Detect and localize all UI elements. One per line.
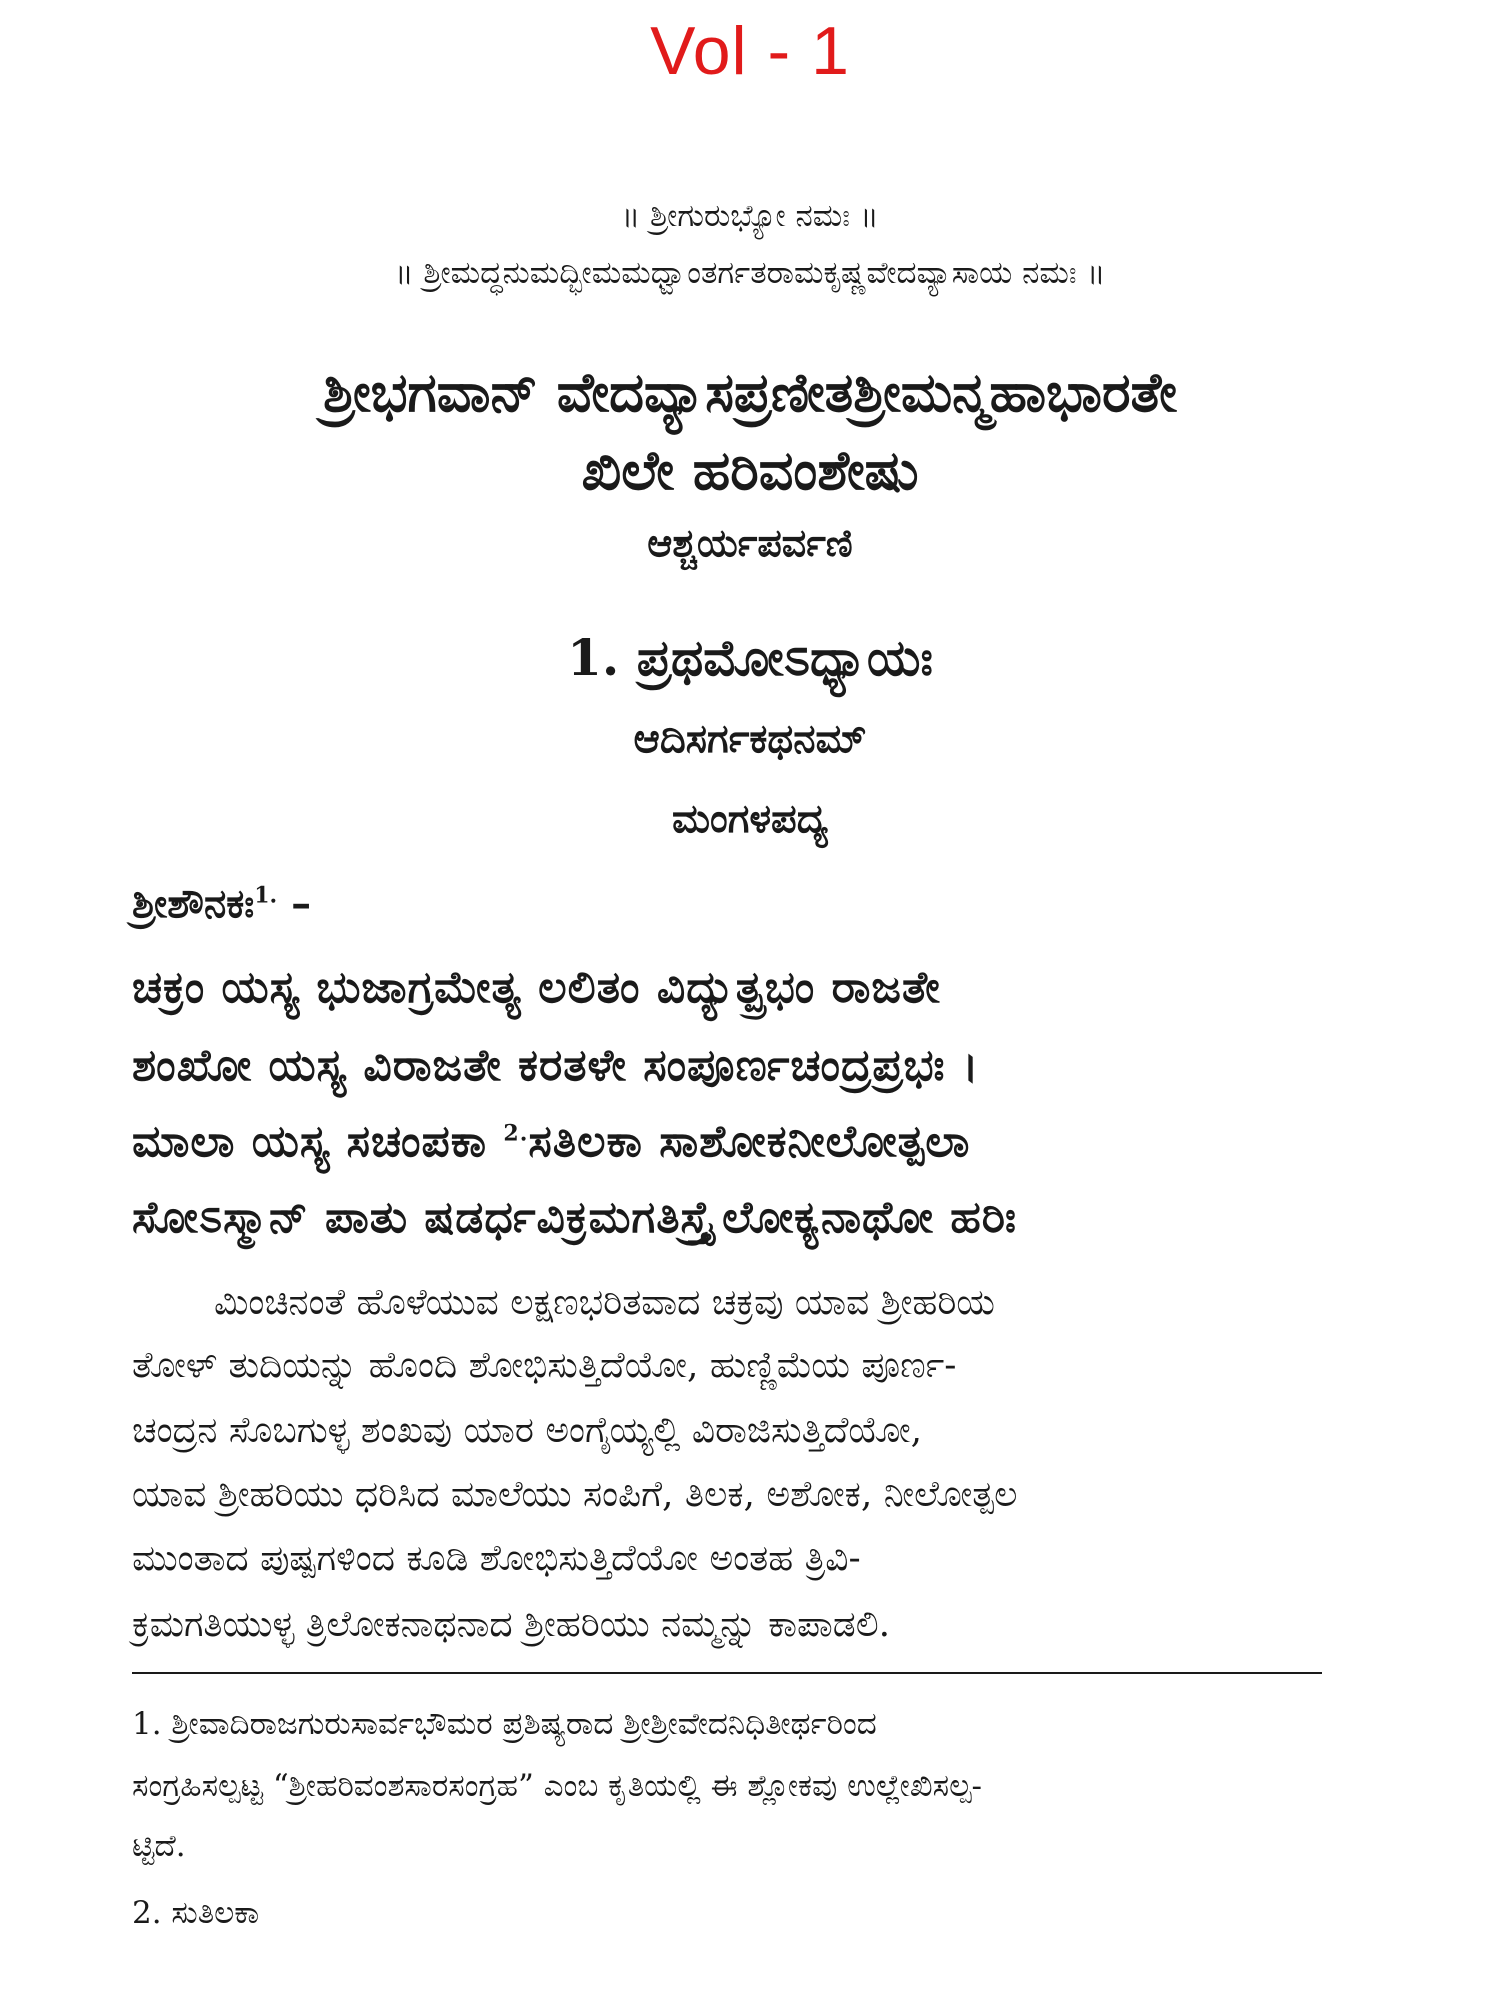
footnote-1-line-3: ಟ್ಟಿದೆ. <box>132 1828 186 1864</box>
chapter-heading: 1. ಪ್ರಥಮೋಽಧ್ಯಾಯಃ <box>567 628 933 687</box>
verse-line-3-start: ಮಾಲಾ ಯಸ್ಯ ಸಚಂಪಕಾ <box>132 1116 504 1167</box>
verse-line-3 <box>132 1116 1382 1167</box>
footnote-2: 2. ಸುತಿಲಕಾ <box>132 1895 260 1931</box>
verse-line-2: ಶಂಖೋ ಯಸ್ಯ ವಿರಾಜತೇ ಕರತಳೇ ಸಂಪೂರ್ಣಚಂದ್ರಪ್ರಭಃ । <box>132 1040 980 1091</box>
volume-label: Vol - 1 <box>650 13 850 89</box>
section-heading: ಮಂಗಳಪದ್ಯ <box>671 795 829 842</box>
footnote-marker-1: 1. <box>254 882 278 909</box>
chapter-subheading: ಆದಿಸರ್ಗಕಥನಮ್ <box>633 715 867 762</box>
verse-line-1: ಚಕ್ರಂ ಯಸ್ಯ ಭುಜಾಗ್ರಮೇತ್ಯ ಲಲಿತಂ ವಿದ್ಯುತ್ಪ್ರಭಂ ರಾಜತೇ <box>132 962 941 1013</box>
invocation-line-2: ॥ ಶ್ರೀಮದ್ಧನುಮದ್ಭೀಮಮಧ್ವಾಂತರ್ಗತರಾಮಕೃಷ್ಣವೇದವ್ಯಾಸಾಯ ನಮಃ ॥ <box>394 255 1106 291</box>
commentary-line-2: ತೋಳ್ ತುದಿಯನ್ನು ಹೊಂದಿ ಶೋಭಿಸುತ್ತಿದೆಯೋ, ಹುಣ್ಣಿಮೆಯ ಪೂರ್ಣ- <box>132 1345 957 1386</box>
footnote-1-line-2: ಸಂಗ್ರಹಿಸಲ್ಪಟ್ಟ “ಶ್ರೀಹರಿವಂಶಸಾರಸಂಗ್ರಹ” ಎಂಬ ಕೃತಿಯಲ್ಲಿ ಈ ಶ್ಲೋಕವು ಉಲ್ಲೇಖಿಸಲ್ಪ- <box>132 1768 983 1804</box>
commentary-line-1: ಮಿಂಚಿನಂತೆ ಹೊಳೆಯುವ ಲಕ್ಷಣಭರಿತವಾದ ಚಕ್ರವು ಯಾವ ಶ್ರೀಹರಿಯ <box>214 1282 995 1323</box>
footnote-1-line-1: 1. ಶ್ರೀವಾದಿರಾಜಗುರುಸಾರ್ವಭೌಮರ ಪ್ರಶಿಷ್ಯರಾದ ಶ್ರೀಶ್ರೀವೇದನಿಧಿತೀರ್ಥರಿಂದ <box>132 1706 877 1742</box>
verse-line-4: ಸೋಽಸ್ಮಾನ್ ಪಾತು ಷಡರ್ಧವಿಕ್ರಮಗತಿಸ್ತ್ರೈಲೋಕ್ಯನಾಥೋ ಹರಿಃ <box>132 1192 1017 1243</box>
invocation-line-1: ॥ ಶ್ರೀಗುರುಭ್ಯೋ ನಮಃ ॥ <box>621 198 879 234</box>
footnote-marker-2: 2. <box>503 1120 529 1147</box>
verse-line-3-end: ಸತಿಲಕಾ ಸಾಶೋಕನೀಲೋತ್ಪಲಾ <box>528 1116 971 1167</box>
speaker-line <box>132 880 311 927</box>
footnote-divider <box>132 1672 1322 1674</box>
commentary-line-3: ಚಂದ್ರನ ಸೊಬಗುಳ್ಳ ಶಂಖವು ಯಾರ ಅಂಗೈಯ್ಯಲ್ಲಿ ವಿರಾಜಿಸುತ್ತಿದೆಯೋ, <box>132 1410 923 1451</box>
book-title-line-1: ಶ್ರೀಭಗವಾನ್ ವೇದವ್ಯಾಸಪ್ರಣೀತಶ್ರೀಮನ್ಮಹಾಭಾರತೇ <box>323 360 1177 424</box>
commentary-line-5: ಮುಂತಾದ ಪುಷ್ಪಗಳಿಂದ ಕೂಡಿ ಶೋಭಿಸುತ್ತಿದೆಯೋ ಅಂತಹ ತ್ರಿವಿ- <box>132 1538 861 1579</box>
commentary-line-4: ಯಾವ ಶ್ರೀಹರಿಯು ಧರಿಸಿದ ಮಾಲೆಯು ಸಂಪಿಗೆ, ತಿಲಕ, ಅಶೋಕ, ನೀಲೋತ್ಪಲ <box>132 1474 1018 1515</box>
commentary-line-6: ಕ್ರಮಗತಿಯುಳ್ಳ ತ್ರಿಲೋಕನಾಥನಾದ ಶ್ರೀಹರಿಯು ನಮ್ಮನ್ನು ಕಾಪಾಡಲಿ. <box>132 1604 891 1645</box>
speaker-dash: – <box>291 880 312 927</box>
speaker-name: ಶ್ರೀಶೌನಕಃ <box>132 880 255 927</box>
parva-title: ಆಶ್ಚರ್ಯಪರ್ವಣಿ <box>647 520 853 565</box>
book-title-line-2: ಖಿಲೇ ಹರಿವಂಶೇಷು <box>581 438 919 502</box>
